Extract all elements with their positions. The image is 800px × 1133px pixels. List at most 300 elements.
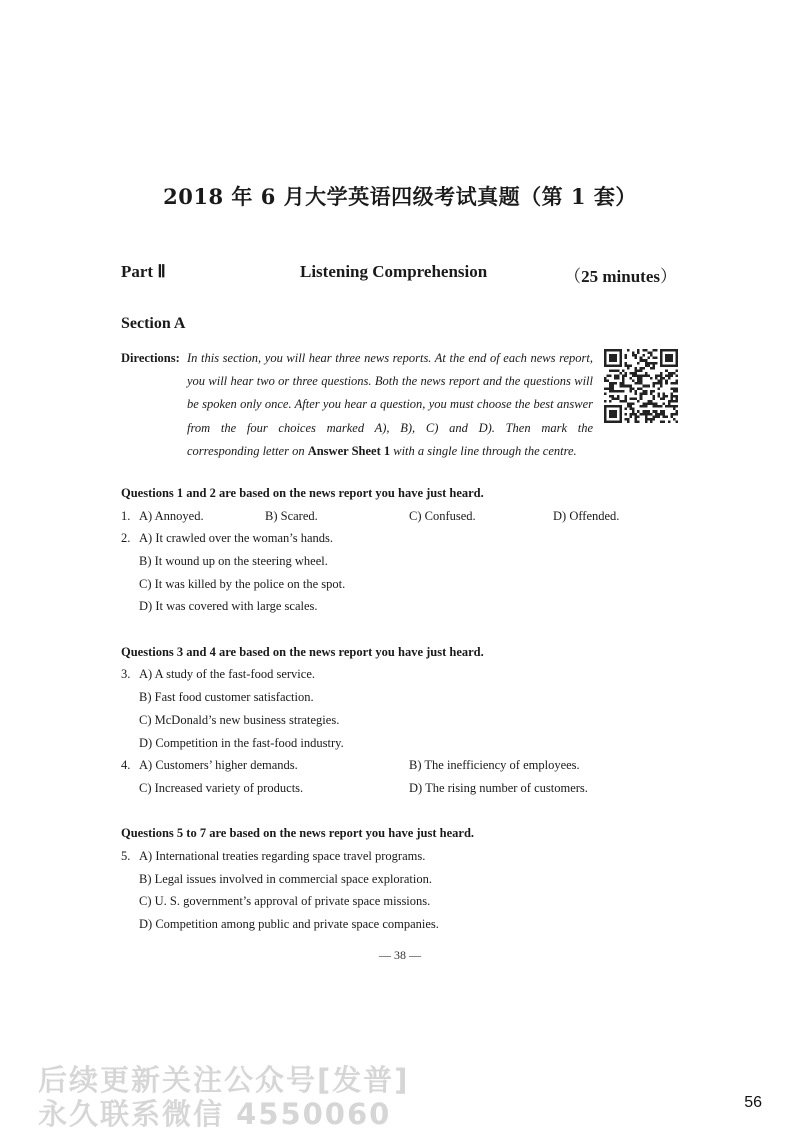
qr-cell [658, 387, 661, 390]
qr-cell [675, 410, 678, 413]
qr-cell [658, 405, 661, 408]
directions-line: you will hear two or three questions. Both the news report and the questions will [187, 374, 593, 389]
option[interactable]: C) Increased variety of products. [139, 781, 304, 795]
qr-cell [607, 375, 610, 378]
option[interactable]: D) The rising number of customers. [409, 781, 588, 795]
qr-cell [637, 420, 640, 423]
qr-cell [622, 390, 625, 393]
qr-cell [670, 395, 673, 398]
part-time-close: ） [660, 267, 677, 286]
qr-cell [668, 400, 671, 403]
qr-cell [604, 392, 607, 395]
qr-cell [673, 413, 676, 416]
qr-cell [612, 395, 615, 398]
qr-cell [673, 387, 676, 390]
qr-cell [637, 375, 640, 378]
part-time [564, 262, 677, 287]
part-label: Part Ⅱ [121, 262, 166, 281]
qr-cell [604, 400, 607, 403]
qr-cell [614, 369, 617, 372]
qr-cell [670, 387, 673, 390]
qr-cell [619, 385, 622, 388]
qr-cell [642, 413, 645, 416]
qr-cell [652, 349, 655, 352]
qr-cell [660, 377, 663, 380]
option[interactable]: C) McDonald’s new business strategies. [139, 713, 340, 727]
qr-cell [673, 382, 676, 385]
qr-cell [642, 403, 645, 406]
qr-cell [645, 362, 648, 365]
qr-cell [604, 380, 607, 383]
qr-cell [645, 375, 648, 378]
qr-cell [675, 382, 678, 385]
qr-cell [668, 420, 671, 423]
qr-cell [647, 375, 650, 378]
qr-cell [660, 420, 663, 423]
qr-cell [642, 375, 645, 378]
qr-cell [663, 392, 666, 395]
qr-cell [660, 385, 663, 388]
qr-cell [624, 413, 627, 416]
qr-cell [655, 415, 658, 418]
option[interactable]: B) The inefficiency of employees. [409, 758, 580, 772]
qr-cell [642, 405, 645, 408]
question-number: 1. [121, 509, 131, 523]
qr-cell [635, 418, 638, 421]
qr-cell [612, 382, 615, 385]
qr-cell [632, 375, 635, 378]
option[interactable]: C) Confused. [409, 509, 476, 523]
qr-cell [663, 377, 666, 380]
qr-cell [652, 418, 655, 421]
qr-cell [663, 413, 666, 416]
qr-cell [647, 410, 650, 413]
qr-cell [627, 367, 630, 370]
part-name: Listening Comprehension [300, 262, 488, 281]
qr-cell [622, 377, 625, 380]
qr-cell [632, 372, 635, 375]
option[interactable]: B) Legal issues involved in commercial space exploration. [139, 872, 432, 886]
qr-cell [645, 418, 648, 421]
qr-cell [675, 390, 678, 393]
qr-cell [647, 413, 650, 416]
qr-cell [660, 380, 663, 383]
qr-cell [632, 403, 635, 406]
qr-cell [624, 418, 627, 421]
qr-cell [640, 367, 643, 370]
directions-last-pre: corresponding letter on [187, 443, 308, 458]
qr-cell [632, 413, 635, 416]
option[interactable]: D) It was covered with large scales. [139, 599, 318, 613]
qr-cell [660, 372, 663, 375]
option[interactable]: A) International treaties regarding space travel programs. [139, 849, 426, 863]
qr-cell [609, 395, 612, 398]
qr-cell [647, 400, 650, 403]
qr-cell [660, 410, 663, 413]
qr-cell [624, 395, 627, 398]
qr-cell [637, 369, 640, 372]
qr-cell [652, 403, 655, 406]
qr-cell [660, 405, 663, 408]
qr-cell [637, 387, 640, 390]
question-number: 2. [121, 531, 131, 545]
qr-cell [635, 354, 638, 357]
qr-cell [650, 352, 653, 355]
qr-cell [645, 410, 648, 413]
qr-cell [650, 390, 653, 393]
qr-cell [645, 364, 648, 367]
directions-line: In this section, you will hear three news reports. At the end of each news report, [187, 351, 593, 365]
qr-cell [645, 405, 648, 408]
qr-cell [624, 372, 627, 375]
qr-cell [640, 382, 643, 385]
qr-cell [675, 413, 678, 416]
question-number: 5. [121, 849, 131, 863]
qr-cell [647, 364, 650, 367]
qr-cell [652, 405, 655, 408]
qr-cell [635, 397, 638, 400]
qr-cell [670, 413, 673, 416]
qr-cell [665, 395, 668, 398]
qr-cell [630, 413, 633, 416]
qr-cell [660, 413, 663, 416]
qr-cell [652, 362, 655, 365]
option[interactable]: B) It wound up on the steering wheel. [139, 554, 328, 568]
qr-cell [670, 405, 673, 408]
qr-cell [614, 377, 617, 380]
qr-cell [658, 392, 661, 395]
qr-cell [652, 367, 655, 370]
qr-cell [652, 415, 655, 418]
qr-cell [635, 390, 638, 393]
qr-cell [637, 380, 640, 383]
qr-cell [609, 382, 612, 385]
qr-cell [632, 387, 635, 390]
qr-cell [650, 362, 653, 365]
qr-cell [640, 380, 643, 383]
qr-cell [630, 377, 633, 380]
qr-cell [637, 352, 640, 355]
qr-cell [609, 369, 612, 372]
qr-cell [655, 410, 658, 413]
option[interactable]: A) A study of the fast-food service. [139, 667, 316, 681]
option[interactable]: D) Competition among public and private space companies. [139, 917, 439, 931]
qr-cell [617, 397, 620, 400]
qr-cell [617, 375, 620, 378]
qr-cell [627, 364, 630, 367]
qr-cell [612, 387, 615, 390]
qr-cell [630, 408, 633, 411]
qr-cell [668, 372, 671, 375]
qr-cell [619, 400, 622, 403]
qr-cell [624, 354, 627, 357]
qr-cell [658, 380, 661, 383]
qr-cell [652, 357, 655, 360]
option[interactable]: B) Scared. [265, 509, 318, 523]
qr-cell [632, 397, 635, 400]
qr-cell [642, 349, 645, 352]
directions-line [187, 440, 593, 463]
qr-cell [660, 375, 663, 378]
qr-cell [652, 385, 655, 388]
qr-cell [630, 415, 633, 418]
qr-cell [640, 369, 643, 372]
qr-cell [609, 385, 612, 388]
qr-cell [624, 385, 627, 388]
qr-cell [640, 392, 643, 395]
qr-cell [670, 397, 673, 400]
qr-cell [652, 364, 655, 367]
qr-cell [635, 415, 638, 418]
qr-cell [627, 385, 630, 388]
directions-line: be spoken only once. After you hear a question, you must choose the best answer [187, 397, 593, 412]
qr-cell [630, 364, 633, 367]
qr-cell [635, 372, 638, 375]
qr-cell [675, 395, 678, 398]
answer-sheet-label: Answer Sheet 1 [307, 443, 391, 458]
qr-cell [642, 392, 645, 395]
qr-cell [673, 395, 676, 398]
qr-cell [635, 392, 638, 395]
qr-cell [607, 380, 610, 383]
qr-cell [652, 395, 655, 398]
qr-cell [675, 400, 678, 403]
qr-cell [632, 410, 635, 413]
qr-cell [627, 418, 630, 421]
option[interactable]: A) Annoyed. [139, 509, 204, 523]
qr-cell [622, 400, 625, 403]
question-group-heading: Questions 1 and 2 are based on the news report you have just heard. [121, 486, 484, 500]
qr-cell [675, 405, 678, 408]
qr-cell [637, 382, 640, 385]
qr-cell [675, 375, 678, 378]
qr-cell [645, 359, 648, 362]
qr-cell [670, 392, 673, 395]
qr-cell [630, 390, 633, 393]
qr-cell [663, 420, 666, 423]
qr-cell [660, 382, 663, 385]
qr-cell [642, 367, 645, 370]
qr-cell [652, 382, 655, 385]
qr-cell [670, 382, 673, 385]
qr-cell [622, 382, 625, 385]
qr-cell [655, 403, 658, 406]
part-time-value: 25 minutes [581, 267, 660, 286]
qr-cell [663, 403, 666, 406]
qr-cell [609, 400, 612, 403]
option[interactable]: C) It was killed by the police on the spot. [139, 577, 346, 591]
qr-cell [675, 420, 678, 423]
qr-cell [630, 372, 633, 375]
qr-cell [650, 403, 653, 406]
qr-cell [630, 385, 633, 388]
qr-cell [640, 405, 643, 408]
qr-cell [645, 372, 648, 375]
qr-cell [612, 385, 615, 388]
qr-cell [640, 359, 643, 362]
qr-cell [635, 413, 638, 416]
qr-cell [614, 375, 617, 378]
qr-cell [637, 377, 640, 380]
qr-cell [668, 405, 671, 408]
qr-cell [635, 420, 638, 423]
qr-cell [645, 413, 648, 416]
qr-cell [655, 357, 658, 360]
qr-cell [673, 400, 676, 403]
qr-cell [640, 377, 643, 380]
qr-cell [604, 377, 607, 380]
qr-cell [675, 387, 678, 390]
qr-cell [632, 354, 635, 357]
option[interactable]: A) It crawled over the woman’s hands. [139, 531, 334, 545]
qr-cell [650, 367, 653, 370]
qr-cell [630, 397, 633, 400]
qr-cell [668, 375, 671, 378]
qr-cell [647, 357, 650, 360]
qr-cell [650, 392, 653, 395]
qr-cell [658, 415, 661, 418]
question-group-heading: Questions 3 and 4 are based on the news report you have just heard. [121, 645, 484, 659]
option[interactable]: D) Offended. [553, 509, 620, 523]
qr-cell [647, 352, 650, 355]
qr-cell [665, 382, 668, 385]
directions-label: Directions: [121, 351, 180, 365]
qr-cell [655, 375, 658, 378]
qr-cell [640, 395, 643, 398]
qr-cell [650, 354, 653, 357]
option[interactable]: A) Customers’ higher demands. [139, 758, 298, 772]
qr-cell [658, 375, 661, 378]
qr-cell [614, 382, 617, 385]
question-group-heading: Questions 5 to 7 are based on the news report you have just heard. [121, 826, 475, 840]
qr-cell [658, 382, 661, 385]
qr-cell [658, 413, 661, 416]
qr-cell [645, 415, 648, 418]
watermark-line-1: 后续更新关注公众号[发普] [38, 1063, 410, 1097]
qr-cell [622, 375, 625, 378]
directions-text [187, 347, 593, 463]
qr-cell [668, 377, 671, 380]
qr-cell [637, 349, 640, 352]
qr-cell [617, 369, 620, 372]
qr-cell [619, 372, 622, 375]
option[interactable]: D) Competition in the fast-food industry. [139, 736, 344, 750]
qr-cell [655, 362, 658, 365]
qr-cell [645, 392, 648, 395]
qr-cell [645, 385, 648, 388]
qr-code-icon[interactable] [604, 349, 678, 423]
page-number: — 38 — [379, 948, 421, 962]
qr-cell [658, 395, 661, 398]
qr-cell [642, 359, 645, 362]
qr-cell [612, 369, 615, 372]
qr-cell [614, 390, 617, 393]
watermark-line-2: 永久联系微信 4550060 [38, 1097, 392, 1131]
qr-cell [614, 397, 617, 400]
qr-cell [622, 369, 625, 372]
qr-cell [660, 397, 663, 400]
qr-cell [652, 390, 655, 393]
qr-cell [619, 390, 622, 393]
qr-cell [647, 418, 650, 421]
qr-cell [665, 405, 668, 408]
qr-cell [609, 375, 612, 378]
qr-cell [637, 415, 640, 418]
qr-cell [673, 405, 676, 408]
qr-cell [624, 400, 627, 403]
qr-cell [670, 415, 673, 418]
qr-cell [630, 403, 633, 406]
qr-cell [652, 410, 655, 413]
qr-cell [673, 408, 676, 411]
qr-cell [604, 387, 607, 390]
directions-line: from the four choices marked A), B), C) and D). Then mark the [187, 420, 593, 435]
option[interactable]: C) U. S. government’s approval of private space missions. [139, 894, 431, 908]
qr-cell [645, 403, 648, 406]
qr-cell [642, 410, 645, 413]
qr-cell [645, 349, 648, 352]
qr-cell [665, 375, 668, 378]
qr-cell [609, 390, 612, 393]
qr-cell [635, 369, 638, 372]
qr-cell [652, 397, 655, 400]
exam-title: 2018 年 6 月大学英语四级考试真题（第 1 套） [163, 184, 637, 209]
qr-cell [617, 390, 620, 393]
qr-cell [650, 418, 653, 421]
qr-cell [650, 377, 653, 380]
qr-cell [635, 375, 638, 378]
qr-cell [635, 357, 638, 360]
section-heading: Section A [121, 315, 186, 332]
qr-cell [627, 420, 630, 423]
corner-page-number: 56 [744, 1094, 762, 1111]
qr-cell [655, 377, 658, 380]
qr-cell [650, 400, 653, 403]
qr-cell [627, 403, 630, 406]
qr-cell [622, 380, 625, 383]
qr-cell [673, 418, 676, 421]
option[interactable]: B) Fast food customer satisfaction. [139, 690, 314, 704]
qr-cell [647, 362, 650, 365]
qr-cell [655, 382, 658, 385]
question-number: 4. [121, 758, 131, 772]
qr-cell [665, 369, 668, 372]
qr-cell [663, 410, 666, 413]
qr-cell [624, 408, 627, 411]
qr-cell [642, 354, 645, 357]
qr-cell [637, 400, 640, 403]
qr-cell [668, 403, 671, 406]
qr-cell [675, 397, 678, 400]
qr-cell [655, 413, 658, 416]
qr-cell [635, 367, 638, 370]
qr-cell [624, 357, 627, 360]
qr-cell [635, 382, 638, 385]
qr-cell [647, 385, 650, 388]
qr-cell [627, 349, 630, 352]
qr-cell [645, 420, 648, 423]
qr-cell [627, 405, 630, 408]
part-time-open: （ [564, 267, 582, 286]
qr-cell [612, 390, 615, 393]
part-header [121, 262, 677, 286]
qr-cell [645, 390, 648, 393]
qr-cell [675, 369, 678, 372]
qr-cell [619, 382, 622, 385]
qr-cell [642, 385, 645, 388]
qr-cell [655, 405, 658, 408]
qr-cell [675, 380, 678, 383]
